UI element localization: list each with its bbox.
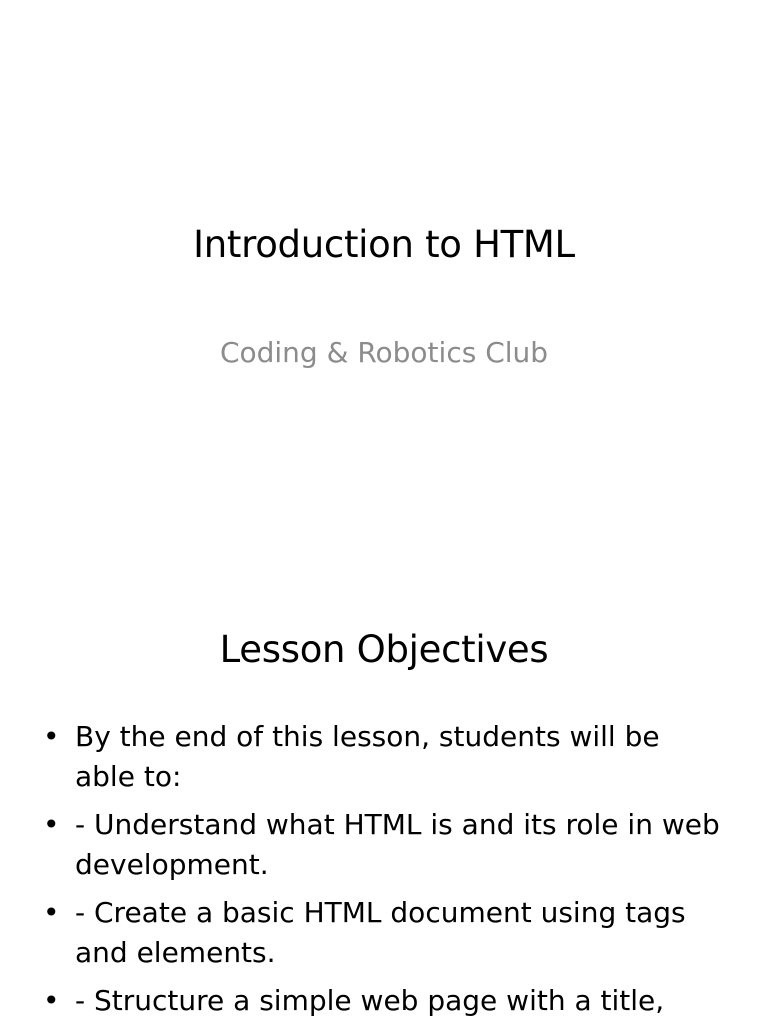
bullet-item <box>0 893 768 973</box>
bullet-text: By the end of this lesson, students will be able to: <box>75 720 660 793</box>
slide-title: Introduction to HTML <box>193 223 575 266</box>
bullet-icon: • <box>43 896 60 929</box>
bullet-list <box>0 717 768 1024</box>
bullet-icon: • <box>43 720 60 753</box>
bullet-text: - Understand what HTML is and its role in web development. <box>75 808 720 881</box>
bullet-icon: • <box>43 808 60 841</box>
bullet-item <box>0 981 768 1021</box>
bullet-item <box>0 717 768 797</box>
slide-title: Lesson Objectives <box>219 628 549 671</box>
bullet-text: - Create a basic HTML document using tags and elements. <box>75 896 686 969</box>
slide-subtitle: Coding & Robotics Club <box>219 336 549 369</box>
bullet-icon: • <box>43 984 60 1017</box>
bullet-text: - Structure a simple web page with a title, <box>75 984 665 1017</box>
objectives-slide <box>0 576 768 1024</box>
bullet-item <box>0 805 768 885</box>
